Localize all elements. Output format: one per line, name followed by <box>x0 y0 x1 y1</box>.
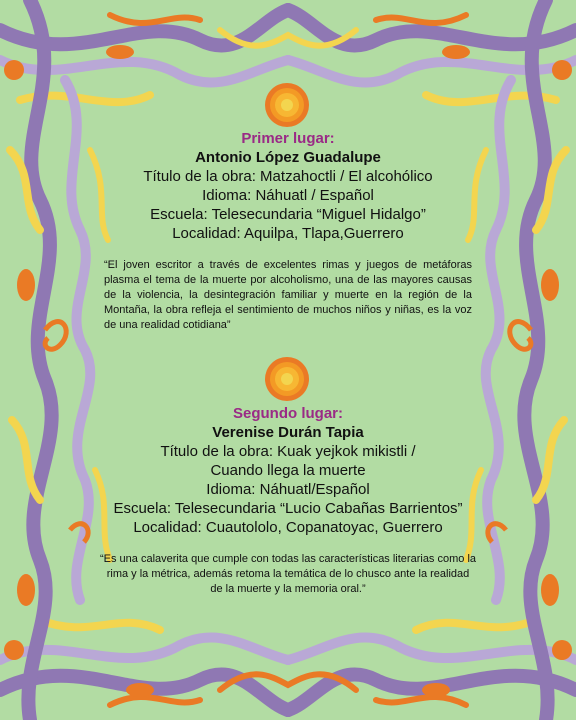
marigold-flower-icon <box>264 82 310 128</box>
first-place-block <box>0 129 576 243</box>
marigold-flower-icon <box>264 356 310 402</box>
second-place-heading: Segundo lugar: <box>233 405 343 422</box>
second-place-title-line-1: Título de la obra: Kuak yejkok mikistli / <box>160 443 416 460</box>
second-place-locality: Localidad: Cuautololo, Copanatoyac, Guerrero <box>133 519 443 536</box>
first-place-language: Idioma: Náhuatl / Español <box>202 187 374 204</box>
second-place-title-line-2: Cuando llega la muerte <box>210 462 366 479</box>
second-place-author: Verenise Durán Tapia <box>212 424 364 441</box>
first-place-school: Escuela: Telesecundaria “Miguel Hidalgo” <box>150 206 426 223</box>
first-place-title: Título de la obra: Matzahoctli / El alcohólico <box>143 168 433 185</box>
second-place-block <box>0 404 576 537</box>
first-place-locality: Localidad: Aquilpa, Tlapa,Guerrero <box>172 225 404 242</box>
first-place-heading: Primer lugar: <box>241 130 335 147</box>
second-place-quote: “Es una calaverita que cumple con todas las características literarias como la rima y la métrica, además retoma la temática de lo chusco ante la realidad de la muerte y la memoria oral.” <box>100 553 477 595</box>
second-place-language: Idioma: Náhuatl/Español <box>206 481 370 498</box>
second-place-school: Escuela: Telesecundaria “Lucio Cabañas Barrientos” <box>113 500 463 517</box>
first-place-quote: “El joven escritor a través de excelentes rimas y juegos de metáforas plasma el tema de la muerte por alcoholismo, una de las mayores causas de la violencia, la desintegración familiar y muerte en la región de la Montaña, la obra refleja el sentimiento de muchos niños y niñas, es la voz de una realidad cotidiana” <box>104 259 472 331</box>
first-place-author: Antonio López Guadalupe <box>195 149 381 166</box>
